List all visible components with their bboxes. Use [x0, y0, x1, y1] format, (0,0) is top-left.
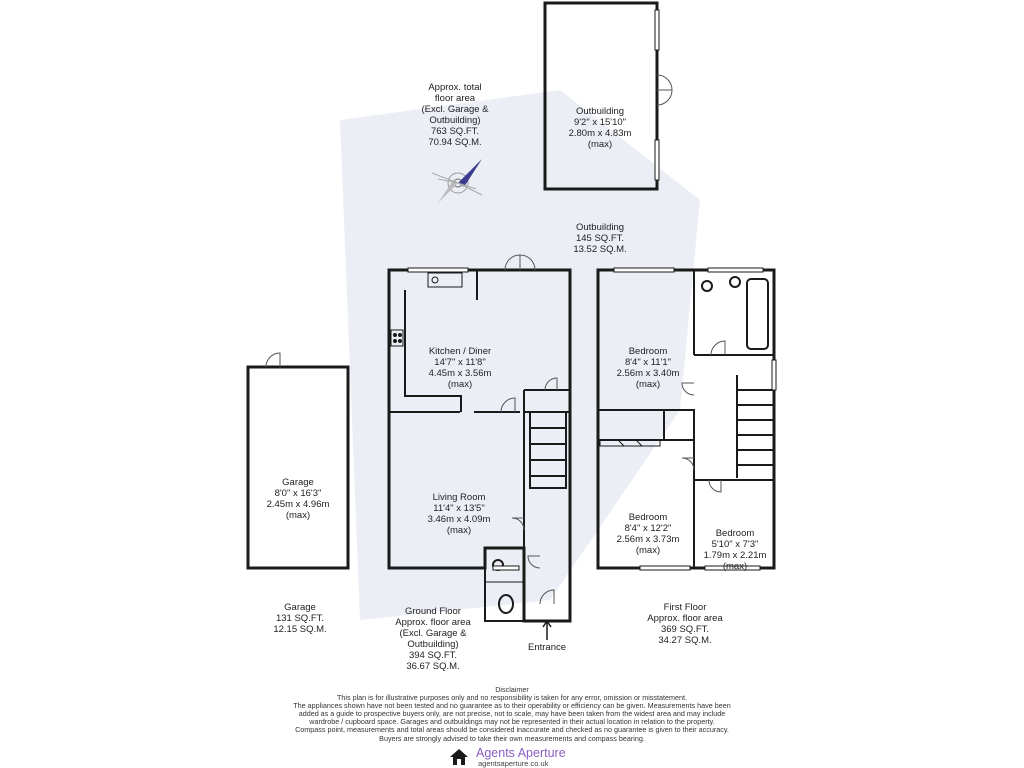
garage-area-label: Garage 131 SQ.FT. 12.15 SQ.M.: [273, 602, 327, 635]
brand-logo: [448, 746, 578, 768]
bedroom2-label: Bedroom 8'4" x 12'2" 2.56m x 3.73m (max): [616, 512, 680, 556]
bedroom3-label: Bedroom 5'10" x 7'3" 1.79m x 2.21m (max): [703, 528, 767, 572]
garage-room-label: Garage 8'0" x 16'3" 2.45m x 4.96m (max): [266, 477, 330, 521]
kitchen-room-label: Kitchen / Diner 14'7" x 11'8" 4.45m x 3.56m (max): [428, 346, 492, 390]
disclaimer: Disclaimer This plan is for illustrative purposes only and no responsibility is taken for any error, omission or misstatement. The appliances shown have not been tested and no guarantee as to their operability or efficiency can be given. Measurements have been added as a guide to prospective buyers only, are not precise, not to scale, may have been taken from the widest area and may include wardrobe / cupboard space. Garages and outbuildings may not be represented in their actual location in relation to the property. Compass point, measurements and total areas should be considered inaccurate and checked as no guarantee is given to their accuracy. Buyers are strongly advised to take their own measurements and compass bearing.: [250, 686, 774, 743]
total-area-label: Approx. total floor area (Excl. Garage & Outbuilding) 763 SQ.FT. 70.94 SQ.M.: [421, 82, 489, 148]
compass-icon: [432, 159, 482, 203]
bedroom1-label: Bedroom 8'4" x 11'1" 2.56m x 3.40m (max): [616, 346, 680, 390]
living-room-label: Living Room 11'4" x 13'5" 3.46m x 4.09m (max): [427, 492, 491, 536]
brand-name: Agents Aperture: [476, 746, 566, 760]
entrance-arrow: [543, 621, 551, 640]
ground-floor-walls: [389, 270, 570, 621]
outbuilding-area-label: Outbuilding 145 SQ.FT. 13.52 SQ.M.: [573, 222, 627, 255]
house-icon: [448, 748, 470, 766]
entrance-label: Entrance: [527, 642, 567, 653]
ground-floor-area-label: Ground Floor Approx. floor area (Excl. Garage & Outbuilding) 394 SQ.FT. 36.67 SQ.M.: [395, 606, 471, 672]
disclaimer-title: Disclaimer: [495, 685, 529, 694]
outbuilding-room-label: Outbuilding 9'2" x 15'10" 2.80m x 4.83m (max): [568, 106, 632, 150]
brand-url: agentsaperture.co.uk: [478, 759, 549, 768]
first-floor-area-label: First Floor Approx. floor area 369 SQ.FT. 34.27 SQ.M.: [647, 602, 723, 646]
